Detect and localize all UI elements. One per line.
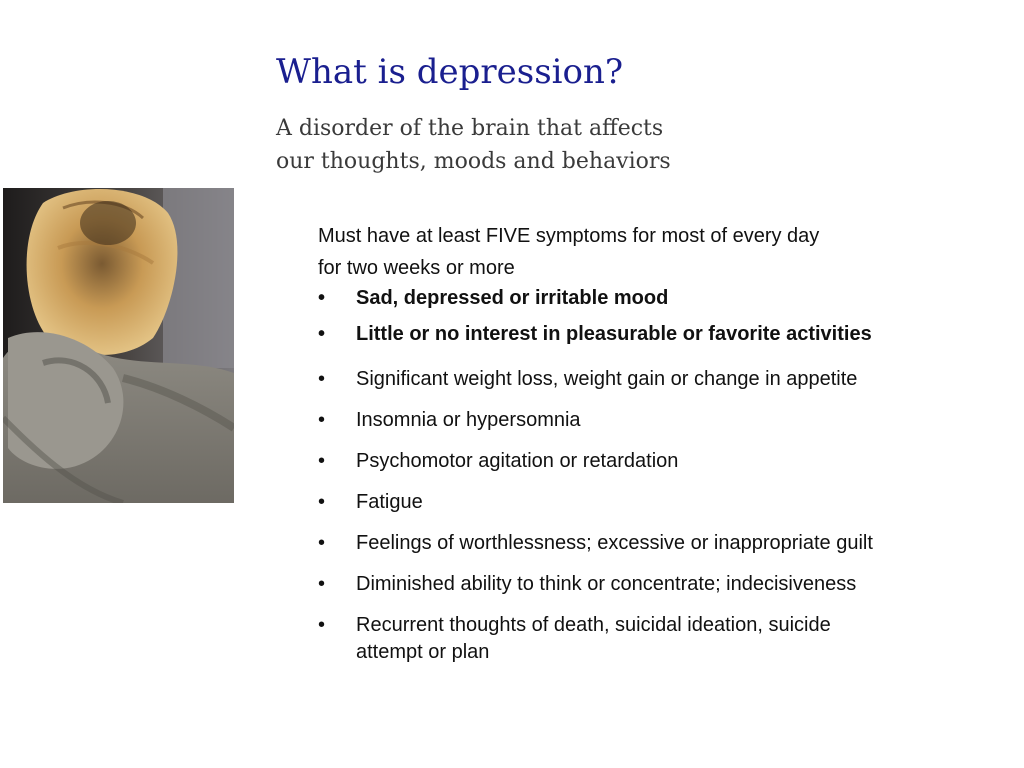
symptom-text: Psychomotor agitation or retardation <box>356 450 679 472</box>
symptom-text: Diminished ability to think or concentrate; indecisiveness <box>356 573 857 595</box>
intro-line: Must have at least FIVE symptoms for most of every day <box>318 225 820 247</box>
list-item <box>318 407 978 434</box>
subtitle-line: A disorder of the brain that affects <box>276 116 664 141</box>
bullet-icon: • <box>318 323 326 345</box>
symptom-text: Feelings of worthlessness; excessive or inappropriate guilt <box>356 532 873 554</box>
list-item <box>318 285 978 312</box>
symptom-text: Recurrent thoughts of death, suicidal ideation, suicide <box>356 614 831 636</box>
subtitle-line: our thoughts, moods and behaviors <box>276 149 671 174</box>
list-item <box>318 530 978 557</box>
symptom-text: Little or no interest in pleasurable or favorite activities <box>356 323 872 345</box>
bullet-icon: • <box>318 287 326 309</box>
bullet-icon: • <box>318 450 326 472</box>
bullet-icon: • <box>318 573 326 595</box>
bullet-icon: • <box>318 409 326 431</box>
slide-subtitle <box>276 112 671 178</box>
symptom-text: Sad, depressed or irritable mood <box>356 287 669 309</box>
list-item <box>318 448 978 475</box>
list-item <box>318 489 978 516</box>
symptom-text: Insomnia or hypersomnia <box>356 409 581 431</box>
slide-title: What is depression? <box>276 52 624 92</box>
symptom-text: Significant weight loss, weight gain or change in appetite <box>356 368 858 390</box>
list-item <box>318 366 978 393</box>
bullet-icon: • <box>318 532 326 554</box>
symptom-list <box>318 285 978 666</box>
list-item <box>318 612 978 666</box>
list-item <box>318 571 978 598</box>
bullet-icon: • <box>318 491 326 513</box>
photo-person-with-hood <box>3 188 234 503</box>
symptom-text: Fatigue <box>356 491 423 513</box>
slide-body <box>318 220 978 680</box>
list-item <box>318 321 978 348</box>
bullet-icon: • <box>318 368 326 390</box>
criteria-intro <box>318 220 978 284</box>
intro-line: for two weeks or more <box>318 257 515 279</box>
bullet-icon: • <box>318 614 326 636</box>
symptom-text-continuation: attempt or plan <box>356 641 490 663</box>
